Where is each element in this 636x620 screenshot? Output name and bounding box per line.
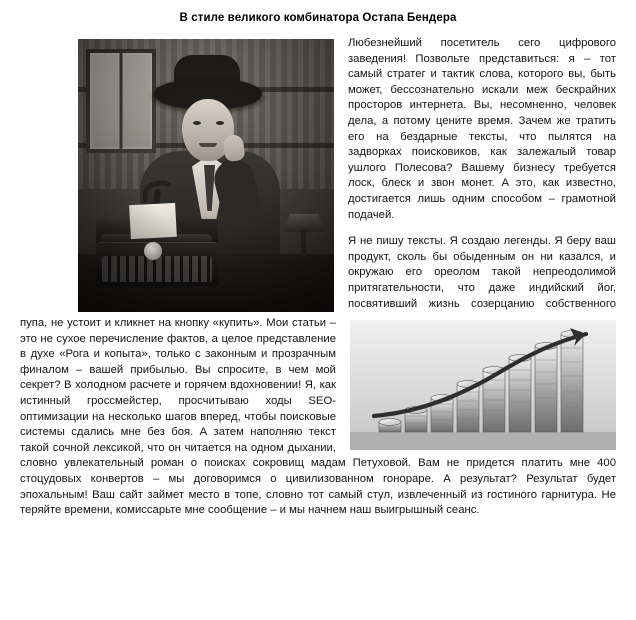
portrait-artwork (78, 39, 334, 312)
portrait-illustration (78, 39, 334, 312)
coins-growth-illustration (350, 320, 616, 450)
coins-artwork (350, 320, 616, 450)
vignette-overlay (78, 39, 334, 312)
coins-chart-svg (350, 320, 616, 450)
paragraph-1: Любезнейший посетитель сего цифрового заведения! Позвольте представиться: я – тот самый стратег и тактик слова, которого вы, быть может, бессознательно искали меж бескрайних просторов интернета. Вы, несомненно, человек дела, а потому цените время. Зачем же тратить его на бездарные тексты, что пылятся на задворках поисковиков, как залежалый товар ушлого Полесова? Вашему бизнесу требуется лоск, блеск и звон монет. А это, как известно, достигается лишь одним способом – грамотной подачей. (348, 37, 616, 221)
paragraph-2: Я не пишу тексты. Я создаю легенды. Я беру ваш продукт, сколь бы обыденным он ни казался, и окружаю его ореолом такой непреодолимой притягательности, что даже индийский йог, посвятивший жизнь созерцанию собственного пупа, не устоит и кликнет на кнопку «купить». Мои статьи – это не сухое перечисление фактов, а целое представление в духе «Рога и копыта», только с законным и прозрачным финалом – вашей прибылью. Вы спросите, в чем мой секрет? В холодном расчете и горячем вдохновении! Я, как истинный гроссмейстер, просчитываю ходы SEO-оптимизации на несколько шагов вперед, чтобы поисковые системы сдались мне без боя. А затем наполняю текст такой сочной лексикой, что он читается на одном дыхании, словно увлекательный роман о поисках сокровищ мадам Петуховой. Вам не придется платить мне 400 стоцудовых конвертов – мы договоримся о цивилизованном гонораре. А результат? Результат будет эпохальным! Ваш сайт займет место в топе, словно тот самый стул, извлеченный из гостиного гарнитура. Не теряйте времени, комиссарьте мне сообщение – и мы начнем наш выигрышный сеанс. (20, 235, 616, 517)
document-body (20, 36, 616, 519)
page-title: В стиле великого комбинатора Остапа Бендера (179, 12, 457, 24)
